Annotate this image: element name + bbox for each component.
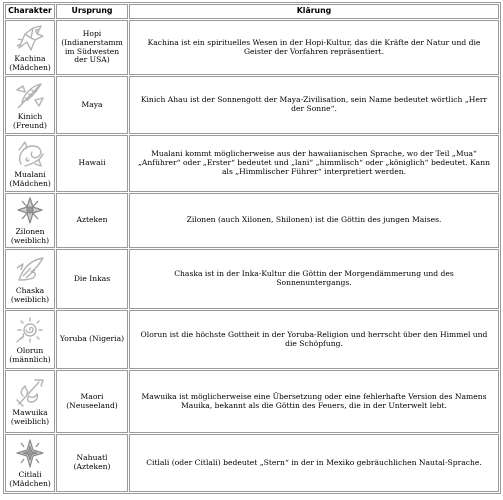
tribal-swirl-icon	[13, 138, 47, 170]
explanation-cell: Mualani kommt möglicherweise aus der hawaiianischen Sprache, wo der Teil „Mua“ „Anführer“ oder „Erster“ bedeutet und „lani“ „himmlisch“ oder „königlich“ bedeutet. Kann als „Himmlischer Führer“ interpretiert werden.	[129, 135, 499, 192]
tribal-bird-icon	[13, 22, 47, 54]
feather-icon	[13, 80, 47, 112]
origin-cell: Hopi (Indianerstamm im Südwesten der USA)	[56, 20, 128, 75]
character-cell	[5, 370, 55, 433]
origin-cell: Maya	[56, 76, 128, 134]
wing-icon	[13, 254, 47, 286]
character-gender: (Mädchen)	[9, 478, 51, 488]
star-icon	[13, 438, 47, 470]
table-row	[5, 370, 499, 433]
character-cell	[5, 310, 55, 369]
explanation-cell: Chaska ist in der Inka-Kultur die Göttin der Morgendämmerung und des Sonnenuntergangs.	[129, 249, 499, 309]
character-cell	[5, 76, 55, 134]
character-cell	[5, 249, 55, 309]
character-table	[3, 2, 501, 494]
character-gender: (Freund)	[13, 120, 47, 130]
origin-cell: Maori (Neuseeland)	[56, 370, 128, 433]
character-cell	[5, 434, 55, 492]
character-name: Mawuika	[12, 408, 48, 418]
character-name: Kinich	[17, 111, 43, 121]
character-name: Zilonen	[15, 227, 45, 237]
explanation-cell: Olorun ist die höchste Gottheit in der Yoruba-Religion und herrscht über den Himmel und die Schöpfung.	[129, 310, 499, 369]
character-name: Citlali	[18, 469, 42, 479]
explanation-cell: Kinich Ahau ist der Sonnengott der Maya-Zivilisation, sein Name bedeutet wörtlich „Herr der Sonne“.	[129, 76, 499, 134]
table-row	[5, 310, 499, 369]
origin-cell: Yoruba (Nigeria)	[56, 310, 128, 369]
table-row	[5, 434, 499, 492]
character-name: Mualani	[14, 170, 46, 180]
header-explanation: Klärung	[129, 4, 499, 19]
table-row	[5, 193, 499, 248]
table-row	[5, 135, 499, 192]
origin-cell: Nahuatl (Azteken)	[56, 434, 128, 492]
table-row	[5, 20, 499, 75]
sun-swirl-icon	[13, 314, 47, 346]
character-cell	[5, 20, 55, 75]
character-gender: (weiblich)	[10, 417, 50, 426]
origin-cell: Die Inkas	[56, 249, 128, 309]
header-origin: Ursprung	[56, 4, 128, 19]
pickaxe-star-icon	[13, 195, 47, 227]
explanation-cell: Zilonen (auch Xilonen, Shilonen) ist die Göttin des jungen Maises.	[129, 193, 499, 248]
flame-sword-icon	[13, 376, 47, 408]
character-gender: (weiblich)	[10, 236, 50, 245]
origin-cell: Hawaii	[56, 135, 128, 192]
character-gender: (Mädchen)	[9, 63, 51, 72]
explanation-cell: Mawuika ist möglicherweise eine Übersetzung oder eine fehlerhafte Version des Namens Mauika, bekannt als die Göttin des Feuers, die in der Unterwelt lebt.	[129, 370, 499, 433]
explanation-cell: Citlali (oder Citlali) bedeutet „Stern“ in der in Mexiko gebräuchlichen Nautal-Sprache.	[129, 434, 499, 492]
table-row	[5, 76, 499, 134]
origin-cell: Azteken	[56, 193, 128, 248]
character-cell	[5, 135, 55, 192]
table-header-row	[5, 4, 499, 19]
character-gender: (weiblich)	[10, 294, 50, 304]
explanation-cell: Kachina ist ein spirituelles Wesen in der Hopi-Kultur, das die Kräfte der Natur und die Geister der Vorfahren repräsentiert.	[129, 20, 499, 75]
table-row	[5, 249, 499, 309]
character-name: Kachina	[14, 54, 46, 64]
header-character: Charakter	[5, 4, 55, 19]
character-gender: (Mädchen)	[9, 179, 51, 188]
character-name: Olorun	[16, 346, 44, 356]
character-name: Chaska	[15, 285, 45, 295]
character-gender: (männlich)	[9, 355, 51, 364]
character-cell	[5, 193, 55, 248]
